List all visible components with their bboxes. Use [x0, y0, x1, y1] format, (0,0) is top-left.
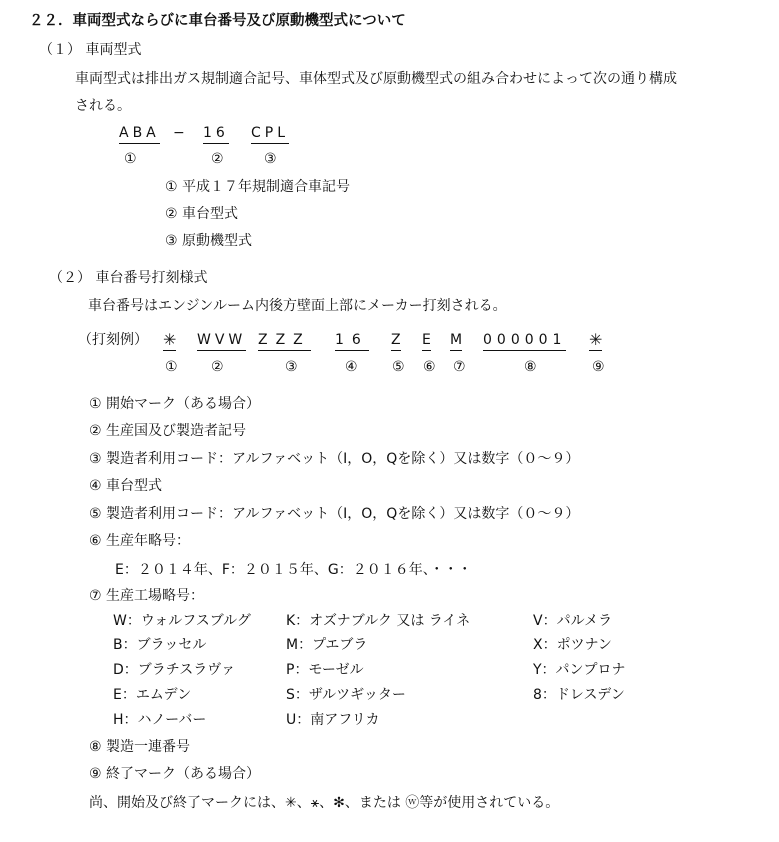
example-marker-6: ⑥: [423, 359, 436, 375]
section1-paragraph-line1: 車両型式は排出ガス規制適合記号、車体型式及び原動機型式の組み合わせによって次の通り構成: [75, 71, 677, 87]
factory-col2-row2: M：プエブラ: [286, 637, 368, 653]
factory-col2-row5: U：南アフリカ: [286, 712, 380, 728]
example-marker-3: ③: [285, 359, 298, 375]
year-codes: E：２０１４年、F：２０１５年、G：２０１６年、・・・: [115, 562, 472, 578]
item-1: ① 開始マーク（ある場合）: [89, 396, 261, 412]
factory-col3-row4: 8：ドレスデン: [533, 687, 625, 703]
closing-note: 尚、開始及び終了マークには、✳、⚹、✻、または ⓦ等が使用されている。: [89, 795, 560, 811]
code-part-16: 16: [203, 124, 229, 144]
example-marker-8: ⑧: [524, 359, 537, 375]
item-8: ⑧ 製造一連番号: [89, 739, 191, 755]
marker-3: ③: [264, 151, 277, 167]
section1-title: （１） 車両型式: [39, 42, 142, 58]
factory-col1-row5: H：ハノーバー: [113, 712, 207, 728]
legend-item-2: ② 車台型式: [165, 206, 239, 222]
start-mark-icon: ✳: [163, 330, 177, 349]
page-title: ２２．車両型式ならびに車台番号及び原動機型式について: [29, 13, 406, 29]
code-part-abba: ABA: [119, 124, 160, 144]
marker-2: ②: [211, 151, 224, 167]
code-part-cpl: CPL: [251, 124, 289, 144]
code-m: M: [450, 331, 462, 351]
code-dash: −: [173, 125, 185, 141]
code-serial: 000001: [483, 331, 566, 351]
item-6: ⑥ 生産年略号：: [89, 533, 191, 549]
example-marker-1: ①: [165, 359, 178, 375]
legend-item-3: ③ 原動機型式: [165, 233, 253, 249]
code-wvw: WVW: [197, 331, 246, 351]
code-e: E: [422, 331, 431, 351]
legend-item-1: ① 平成１７年規制適合車記号: [165, 179, 351, 195]
factory-col2-row4: S：ザルツギッター: [286, 687, 406, 703]
item-9: ⑨ 終了マーク（ある場合）: [89, 766, 261, 782]
section1-paragraph-line2: される。: [75, 98, 131, 114]
item-3: ③ 製造者利用コード：アルファベット（I，O，Qを除く）又は数字（０～９）: [89, 451, 580, 467]
section2-title: （２） 車台番号打刻様式: [49, 270, 208, 286]
example-marker-9: ⑨: [592, 359, 605, 375]
item-2: ② 生産国及び製造者記号: [89, 423, 247, 439]
example-marker-5: ⑤: [392, 359, 405, 375]
example-marker-4: ④: [345, 359, 358, 375]
section2-intro: 車台番号はエンジンルーム内後方壁面上部にメーカー打刻される。: [88, 298, 507, 314]
factory-col2-row1: K：オズナブルク 又は ライネ: [286, 613, 471, 629]
item-7: ⑦ 生産工場略号：: [89, 588, 205, 604]
factory-col2-row3: P：モーゼル: [286, 662, 364, 678]
code-zzz: ZZZ: [258, 331, 311, 351]
code-16: 16: [335, 331, 369, 351]
factory-col3-row1: V：パルメラ: [533, 613, 613, 629]
factory-col3-row3: Y：パンプロナ: [533, 662, 626, 678]
example-label: （打刻例）: [78, 332, 148, 348]
factory-col1-row3: D：ブラチスラヴァ: [113, 662, 236, 678]
item-5: ⑤ 製造者利用コード：アルファベット（I，O，Qを除く）又は数字（０～９）: [89, 506, 580, 522]
factory-col1-row4: E：エムデン: [113, 687, 192, 703]
factory-col1-row1: W：ウォルフスブルグ: [113, 613, 251, 629]
end-mark-icon: ✳: [589, 330, 603, 349]
factory-col3-row2: X：ポツナン: [533, 637, 612, 653]
item-4: ④ 車台型式: [89, 478, 163, 494]
factory-col1-row2: B：ブラッセル: [113, 637, 207, 653]
example-marker-7: ⑦: [453, 359, 466, 375]
code-z: Z: [391, 331, 401, 351]
marker-1: ①: [124, 151, 137, 167]
example-marker-2: ②: [211, 359, 224, 375]
